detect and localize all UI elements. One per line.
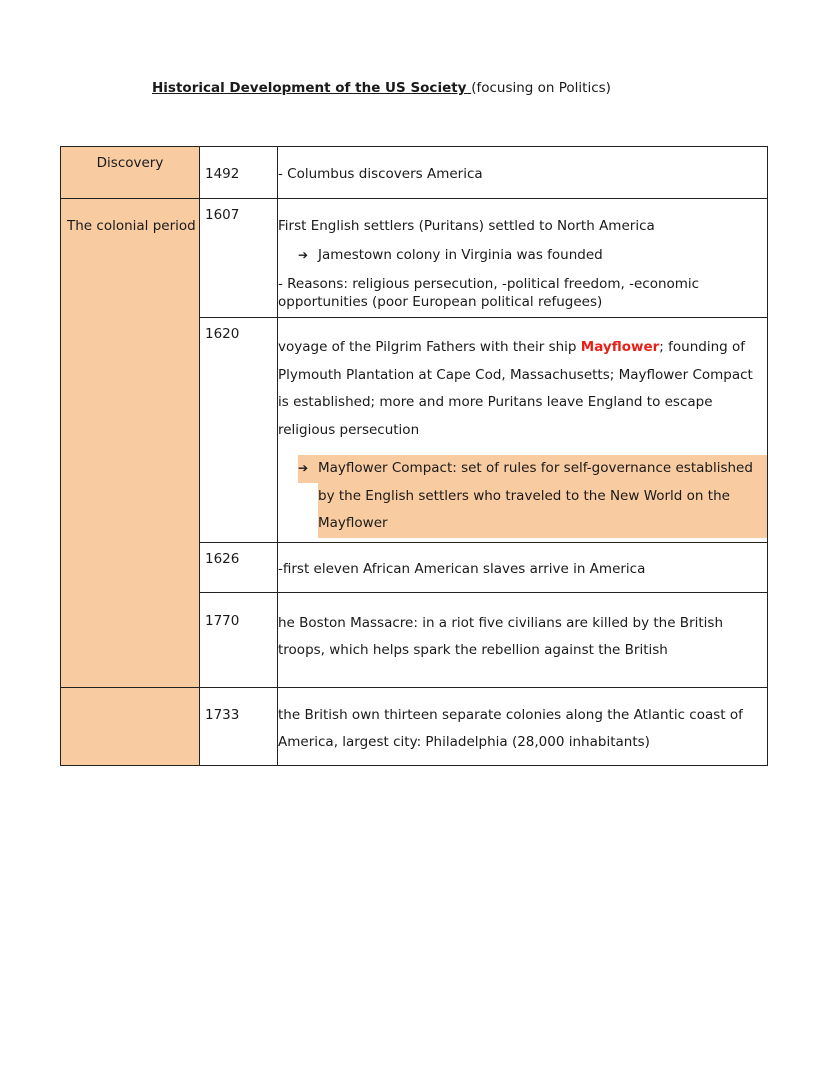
highlight-item [278,455,767,542]
description-cell [278,147,768,199]
ship-name: Mayflower [580,339,660,355]
arrow-right-icon: ➔ [298,455,318,483]
event-text: he Boston Massacre: in a riot five civilians are killed by the British troops, which helps spark the rebellion against the British [278,614,724,658]
year-label: 1492 [205,166,240,182]
year-label: 1620 [205,326,240,342]
period-cell-empty [61,687,200,765]
event-text: - Columbus discovers America [278,166,483,182]
event-text [278,318,767,444]
event-text-after: ; founding of Plymouth Plantation at Cape Cod, Massachusetts; Mayflower Compact is established; more and more Puritans leave England to escape religious persecution [278,339,753,438]
arrow-right-icon: ➔ [298,248,309,262]
table-row [61,199,768,318]
period-cell-colonial [61,199,200,688]
period-label: Discovery [96,155,164,171]
period-label: The colonial period [67,218,196,234]
event-text: the British own thirteen separate colonies along the Atlantic coast of America, largest city: Philadelphia (28,000 inhabitants) [278,706,743,750]
year-cell [200,687,278,765]
event-text-before: voyage of the Pilgrim Fathers with their ship [278,339,581,355]
description-cell [278,687,768,765]
bullet-item [278,246,767,264]
year-cell [200,592,278,687]
description-cell [278,542,768,592]
year-cell [200,542,278,592]
year-label: 1626 [205,550,240,567]
title-subtitle: (focusing on Politics) [471,80,611,96]
event-text: -first eleven African American slaves arrive in America [278,560,646,577]
period-cell-discovery [61,147,200,199]
reasons-text: - Reasons: religious persecution, -political freedom, -economic opportunities (poor European political refugees) [278,276,700,310]
year-label: 1733 [205,706,240,723]
year-cell [200,147,278,199]
description-cell [278,318,768,543]
year-label: 1607 [205,207,240,223]
table-row [61,687,768,765]
history-table [60,146,768,766]
description-cell [278,592,768,687]
year-label: 1770 [205,612,240,629]
highlight-text: Mayflower Compact: set of rules for self-governance established by the English settlers who traveled to the New World on the Mayflower [318,455,767,538]
year-cell [200,318,278,543]
event-text: First English settlers (Puritans) settled to North America [278,218,655,234]
page-title [152,80,611,96]
bullet-text: Jamestown colony in Virginia was founded [318,247,603,263]
title-main: Historical Development of the US Society [152,80,472,96]
year-cell [200,199,278,318]
description-cell [278,199,768,318]
table-row [61,147,768,199]
